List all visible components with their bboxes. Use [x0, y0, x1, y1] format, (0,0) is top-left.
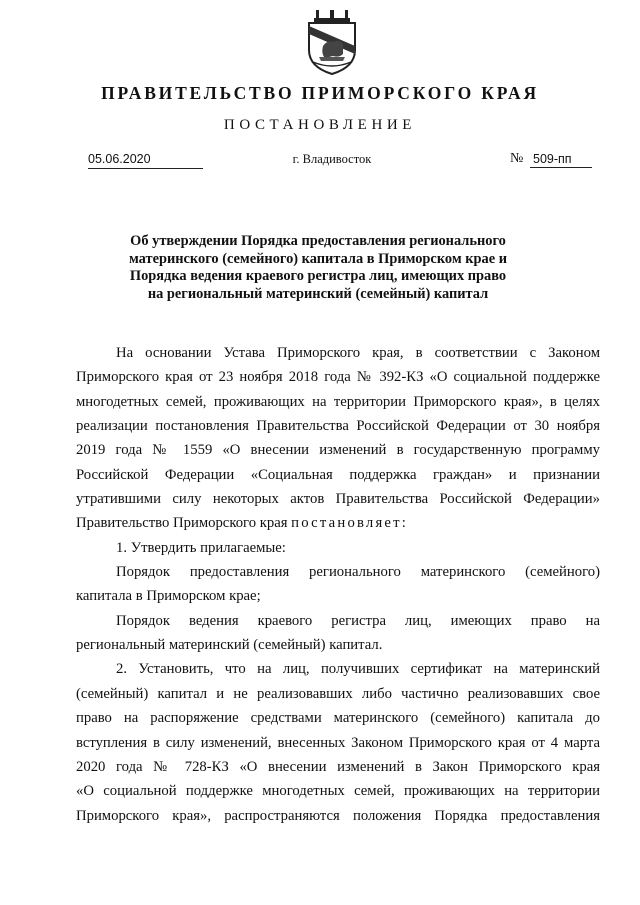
- document-type: ПОСТАНОВЛЕНИЕ: [223, 117, 417, 133]
- body-line: региональный материнский (семейный) капитал.: [76, 637, 383, 654]
- body-line: На основании Устава Приморского края, в соответствии с Законом: [116, 345, 600, 361]
- body-line: Порядок предоставления регионального материнского (семейного): [116, 564, 600, 581]
- body-line: право на распоряжение средствами материнского (семейного) капитала до: [76, 710, 600, 727]
- document-city: г. Владивосток: [292, 152, 372, 166]
- body-line: 1. Утвердить прилагаемые:: [116, 539, 286, 556]
- document-title-line: Порядка ведения краевого регистра лиц, имеющих право: [129, 268, 507, 284]
- document-title: [95, 233, 541, 303]
- body-line: Порядок ведения краевого регистра лиц, имеющих право на: [116, 612, 600, 629]
- body-line: [76, 511, 600, 535]
- body-line: Российской Федерации «Социальная поддержка граждан» и признании: [76, 466, 600, 483]
- document-body: [76, 341, 600, 828]
- body-line: вступления в силу изменений, внесенных Законом Приморского края от 4 марта: [76, 734, 600, 751]
- body-line: Приморского края от 23 ноября 2018 года № 392-КЗ «О социальной поддержке: [76, 369, 600, 386]
- document-date: 05.06.2020: [88, 152, 203, 169]
- enacting-subject: Правительство Приморского края: [76, 515, 288, 532]
- body-line: 2020 года № 728-КЗ «О внесении изменений в Закон Приморского края: [76, 758, 600, 775]
- body-line: Приморского края», распространяются положения Порядка предоставления: [76, 807, 600, 824]
- enacting-word: постановляет:: [291, 515, 409, 532]
- body-line: многодетных семей, проживающих на территории Приморского края», в целях: [76, 393, 600, 410]
- document-number: 509-пп: [530, 152, 592, 168]
- coat-of-arms-icon: [299, 10, 365, 76]
- document-number-label: №: [510, 151, 524, 166]
- body-line: «О социальной поддержке многодетных семей, проживающих на территории: [76, 783, 600, 800]
- body-line: 2. Установить, что на лиц, получивших сертификат на материнский: [116, 661, 600, 678]
- body-line: (семейный) капитал и не реализовавших либо частично реализовавших свое: [76, 685, 600, 702]
- document-title-line: на региональный материнский (семейный) капитал: [147, 285, 489, 302]
- government-title: ПРАВИТЕЛЬСТВО ПРИМОРСКОГО КРАЯ: [101, 83, 539, 103]
- body-line: утратившими силу некоторых актов Правительства Российской Федерации»: [76, 491, 600, 508]
- body-line: 2019 года № 1559 «О внесении изменений в государственную программу: [76, 442, 600, 459]
- document-title-line: Об утверждении Порядка предоставления регионального: [130, 233, 506, 249]
- document-title-line: материнского (семейного) капитала в Приморском крае и: [128, 250, 508, 267]
- body-line: реализации постановления Правительства Российской Федерации от 30 ноября: [76, 418, 600, 435]
- body-line: капитала в Приморском крае;: [76, 588, 261, 605]
